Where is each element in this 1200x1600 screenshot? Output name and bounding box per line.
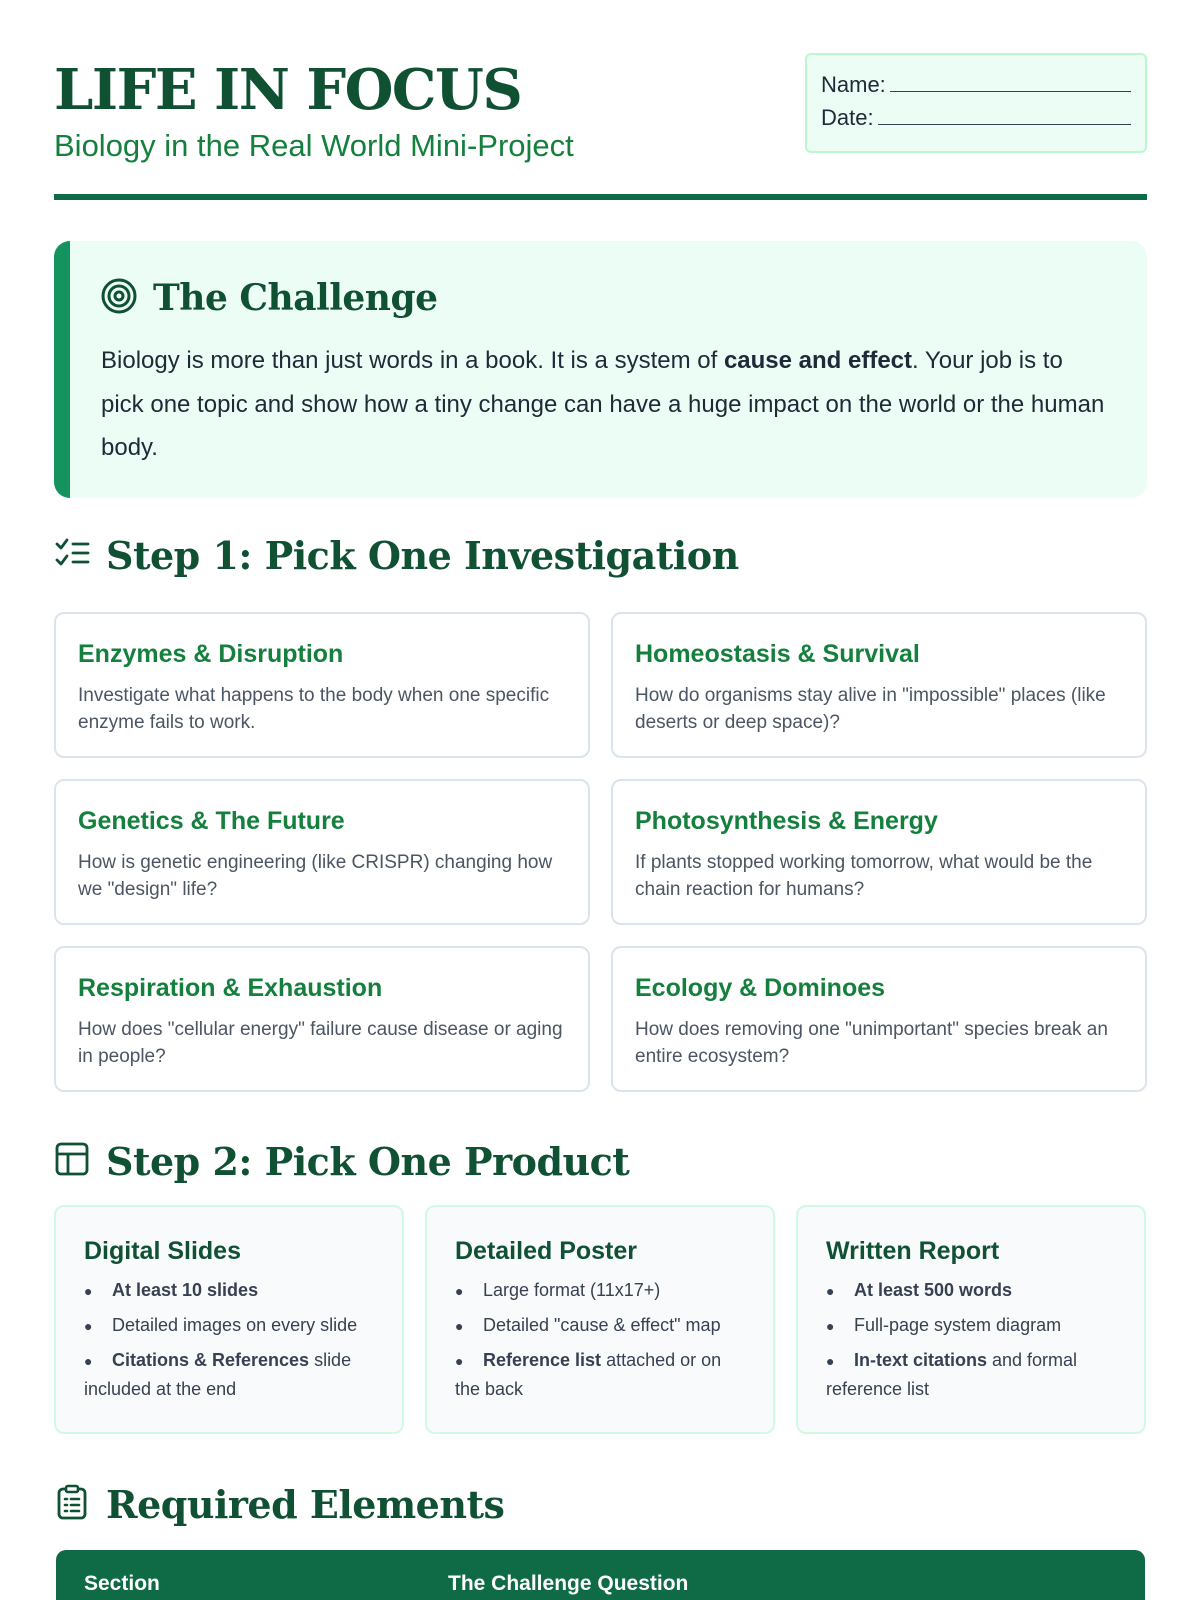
- step2-header: [54, 1139, 629, 1184]
- challenge-panel: [54, 241, 1147, 498]
- challenge-accent-bar: [54, 241, 70, 498]
- date-label: Date:: [821, 105, 874, 130]
- investigation-title: Homeostasis & Survival: [635, 640, 920, 668]
- target-icon: [101, 278, 137, 319]
- challenge-emphasis: cause and effect: [723, 347, 913, 374]
- investigation-desc: How does "cellular energy" failure cause disease or aging in people?: [78, 1019, 563, 1067]
- bullet-icon: ●: [84, 1318, 93, 1334]
- name-blank-line[interactable]: [890, 72, 1131, 92]
- page-subtitle: Biology in the Real World Mini-Project: [54, 128, 574, 163]
- checklist-icon: [54, 535, 90, 576]
- investigation-desc: If plants stopped working tomorrow, what would be the chain reaction for humans?: [635, 852, 1093, 900]
- product-requirements: [455, 1276, 745, 1403]
- header-divider: [54, 194, 1147, 200]
- bullet-icon: ●: [84, 1353, 93, 1369]
- bullet-icon: ●: [826, 1318, 835, 1334]
- bullet-icon: ●: [826, 1353, 835, 1369]
- required-header: [54, 1482, 504, 1527]
- requirement-item: ● At least 10 slides: [84, 1276, 374, 1305]
- investigation-title: Respiration & Exhaustion: [78, 974, 383, 1002]
- requirement-item: ● Detailed "cause & effect" map: [455, 1311, 745, 1340]
- product-title: Digital Slides: [84, 1237, 241, 1265]
- investigation-grid: [54, 612, 1147, 1092]
- product-title: Written Report: [826, 1237, 1000, 1265]
- step2-heading: Step 2: Pick One Product: [106, 1139, 630, 1184]
- bullet-icon: ●: [455, 1318, 464, 1334]
- bullet-icon: ●: [455, 1283, 464, 1299]
- layout-icon: [54, 1141, 90, 1182]
- product-card-report[interactable]: [796, 1205, 1146, 1434]
- requirement-item: ● Reference list attached or on the back: [455, 1346, 745, 1403]
- investigation-desc: How is genetic engineering (like CRISPR) changing how we "design" life?: [78, 852, 553, 900]
- requirement-item: ● Citations & References slide included at the end: [84, 1346, 374, 1403]
- column-header-question: The Challenge Question: [448, 1572, 689, 1595]
- requirement-item: ● Detailed images on every slide: [84, 1311, 374, 1340]
- column-header-section: Section: [84, 1572, 160, 1595]
- investigation-desc: How does removing one "unimportant" species break an entire ecosystem?: [635, 1019, 1108, 1067]
- bullet-icon: ●: [455, 1353, 464, 1369]
- product-card-slides[interactable]: [54, 1205, 404, 1434]
- header: [54, 0, 1147, 200]
- page-title: LIFE IN FOCUS: [54, 57, 522, 123]
- challenge-text: Biology is more than just words in a book. It is a system of cause and effect. Your job is to pick one topic and show how a tiny change can have a huge impact on the world or the human body.: [101, 347, 1105, 461]
- required-table-header: [56, 1550, 1145, 1600]
- investigation-card-photosynthesis[interactable]: [611, 779, 1147, 925]
- step1-header: [54, 533, 739, 578]
- name-field[interactable]: [821, 72, 1131, 105]
- product-requirements: [84, 1276, 374, 1403]
- required-heading: Required Elements: [106, 1482, 505, 1527]
- product-requirements: [826, 1276, 1116, 1403]
- investigation-card-genetics[interactable]: [54, 779, 590, 925]
- investigation-desc: How do organisms stay alive in "impossible" places (like deserts or deep space)?: [635, 685, 1106, 733]
- investigation-title: Genetics & The Future: [78, 807, 345, 835]
- investigation-title: Photosynthesis & Energy: [635, 807, 938, 835]
- step1-heading: Step 1: Pick One Investigation: [106, 533, 739, 578]
- challenge-heading: The Challenge: [153, 277, 438, 319]
- name-date-box: [805, 53, 1147, 153]
- investigation-title: Enzymes & Disruption: [78, 640, 344, 668]
- requirement-item: ● Full-page system diagram: [826, 1311, 1116, 1340]
- investigation-card-ecology[interactable]: [611, 946, 1147, 1092]
- investigation-card-homeostasis[interactable]: [611, 612, 1147, 758]
- requirement-item: ● In-text citations and formal reference list: [826, 1346, 1116, 1403]
- investigation-desc: Investigate what happens to the body when one specific enzyme fails to work.: [78, 685, 550, 733]
- product-grid: [54, 1205, 1147, 1434]
- requirement-item: ● Large format (11x17+): [455, 1276, 745, 1305]
- investigation-card-respiration[interactable]: [54, 946, 590, 1092]
- requirement-item: ● At least 500 words: [826, 1276, 1116, 1305]
- challenge-header: [101, 277, 438, 319]
- product-card-poster[interactable]: [425, 1205, 775, 1434]
- investigation-card-enzymes[interactable]: [54, 612, 590, 758]
- bullet-icon: ●: [84, 1283, 93, 1299]
- clipboard-icon: [54, 1484, 90, 1525]
- date-field[interactable]: [821, 105, 1131, 138]
- name-label: Name:: [821, 72, 886, 97]
- date-blank-line[interactable]: [878, 105, 1131, 125]
- worksheet-page: [54, 0, 1147, 1595]
- investigation-title: Ecology & Dominoes: [635, 974, 886, 1002]
- bullet-icon: ●: [826, 1283, 835, 1299]
- product-title: Detailed Poster: [455, 1237, 638, 1265]
